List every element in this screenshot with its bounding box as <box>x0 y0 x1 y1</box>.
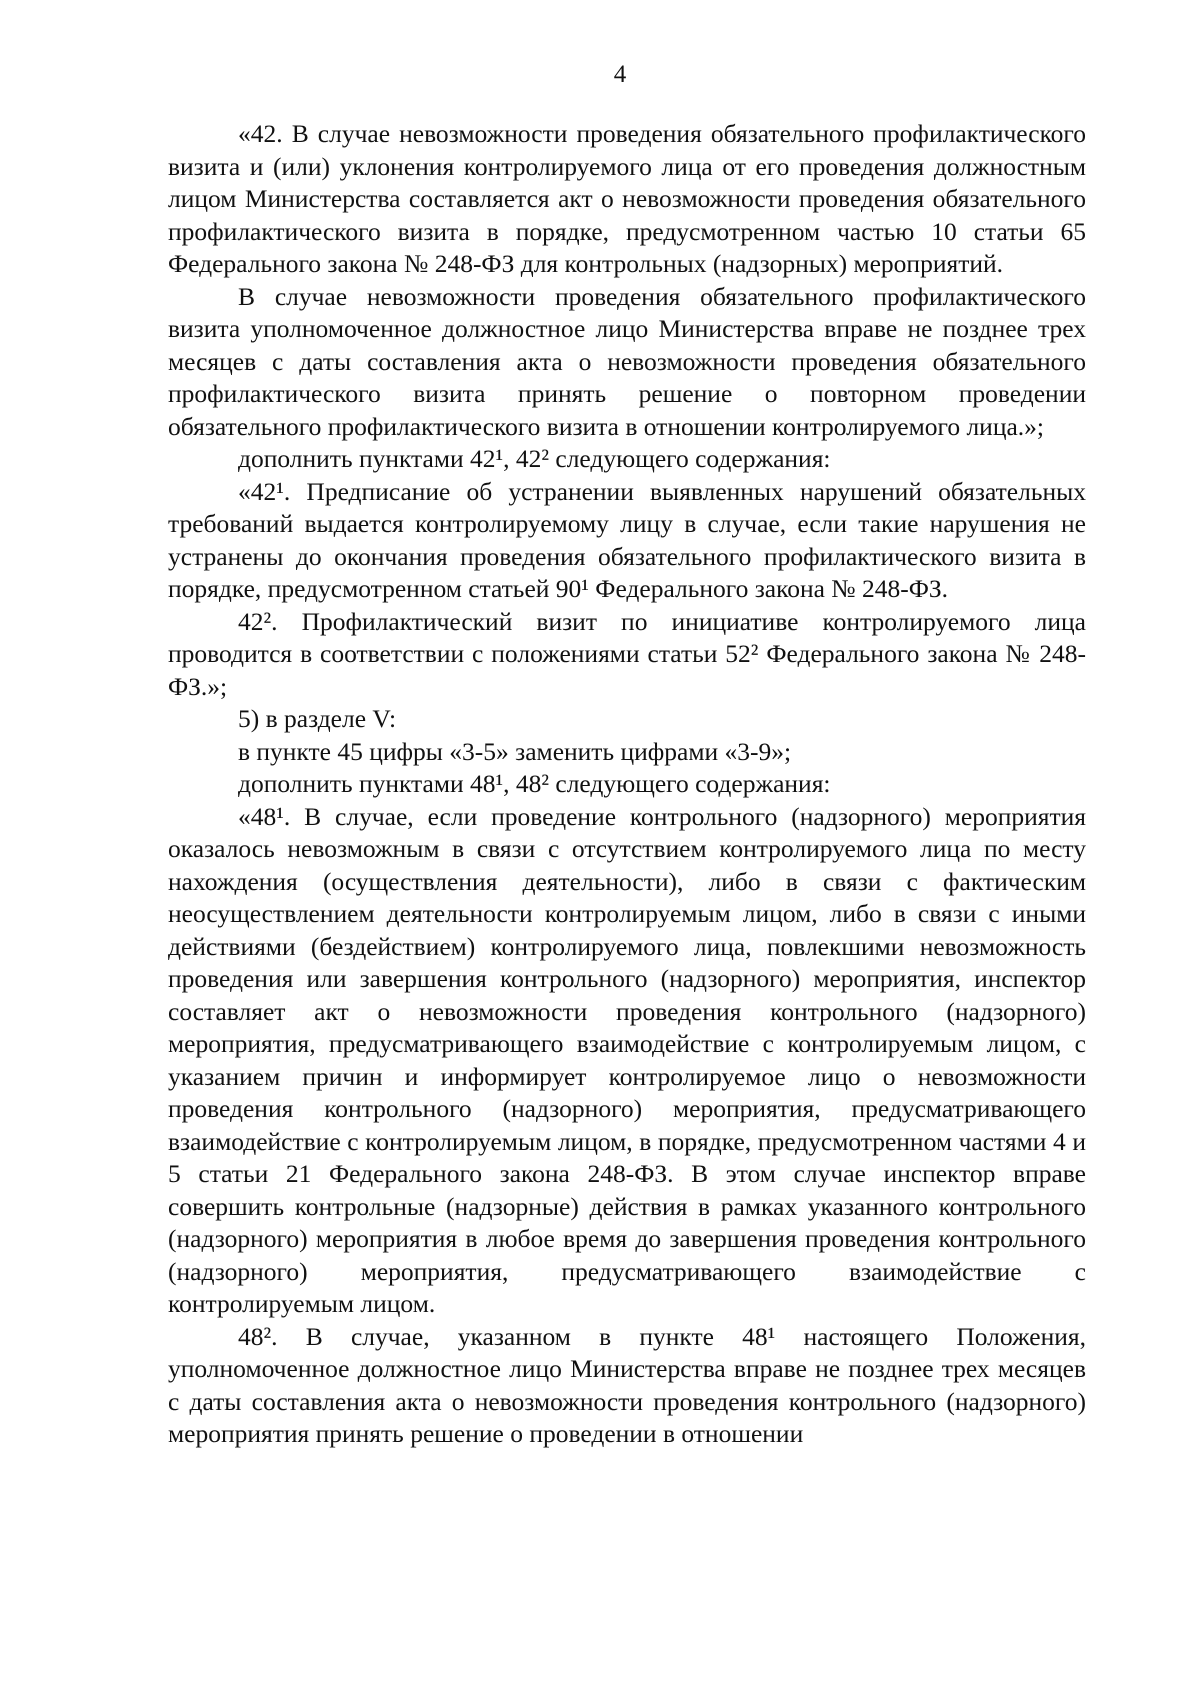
section-v-heading: 5) в разделе V: <box>238 704 397 733</box>
amendment-instruction-48: дополнить пунктами 48¹, 48² следующего содержания: <box>238 769 831 798</box>
amendment-instruction-45: в пункте 45 цифры «3-5» заменить цифрами «3-9»; <box>238 736 792 766</box>
amendment-instruction-42: дополнить пунктами 42¹, 42² следующего содержания: <box>238 444 831 473</box>
page-number: 4 <box>613 61 627 88</box>
paragraph-42-2: 42². Профилактический визит по инициативе контролируемого лица проводится в соответствии с положениями статьи 52² Федерального закона № 248-ФЗ.»; <box>168 606 1086 701</box>
paragraph-42-continued: В случае невозможности проведения обязательного профилактического визита уполномоченное должностное лицо Министерства вправе не позднее трех месяцев с даты составления акта о невозможности проведения обязательного профилактического визита принять решение о повторном проведении обязательного профилактического визита в отношении контролируемого лица.»; <box>168 281 1086 441</box>
document-body <box>168 118 1086 1451</box>
paragraph-48-2: 48². В случае, указанном в пункте 48¹ настоящего Положения, уполномоченное должностное лицо Министерства вправе не позднее трех месяцев с даты составления акта о невозможности проведения контрольного (надзорного) мероприятия принять решение о проведении в отношении <box>168 1321 1086 1448</box>
paragraph-42-1: «42¹. Предписание об устранении выявленных нарушений обязательных требований выдается контролируемому лицу в случае, если такие нарушения не устранены до окончания проведения обязательного профилактического визита в порядке, предусмотренном статьей 90¹ Федерального закона № 248-ФЗ. <box>168 476 1086 603</box>
paragraph-48-1: «48¹. В случае, если проведение контрольного (надзорного) мероприятия оказалось невозможным в связи с отсутствием контролируемого лица по месту нахождения (осуществления деятельности), либо в связи с фактическим неосуществлением деятельности контролируемым лицом, либо в связи с иными действиями (бездействием) контролируемого лица, повлекшими невозможность проведения или завершения контрольного (надзорного) мероприятия, инспектор составляет акт о невозможности проведения контрольного (надзорного) мероприятия, предусматривающего взаимодействие с контролируемым лицом, с указанием причин и информирует контролируемое лицо о невозможности проведения контрольного (надзорного) мероприятия, предусматривающего взаимодействие с контролируемым лицом, в порядке, предусмотренном частями 4 и 5 статьи 21 Федерального закона 248-ФЗ. В этом случае инспектор вправе совершить контрольные (надзорные) действия в рамках указанного контрольного (надзорного) мероприятия в любое время до завершения проведения контрольного (надзорного) мероприятия, предусматривающего взаимодействие с контролируемым лицом. <box>168 801 1086 1318</box>
paragraph-42: «42. В случае невозможности проведения обязательного профилактического визита и (или) уклонения контролируемого лица от его проведения должностным лицом Министерства составляется акт о невозможности проведения обязательного профилактического визита в порядке, предусмотренном частью 10 статьи 65 Федерального закона № 248-ФЗ для контрольных (надзорных) мероприятий. <box>168 119 1086 278</box>
